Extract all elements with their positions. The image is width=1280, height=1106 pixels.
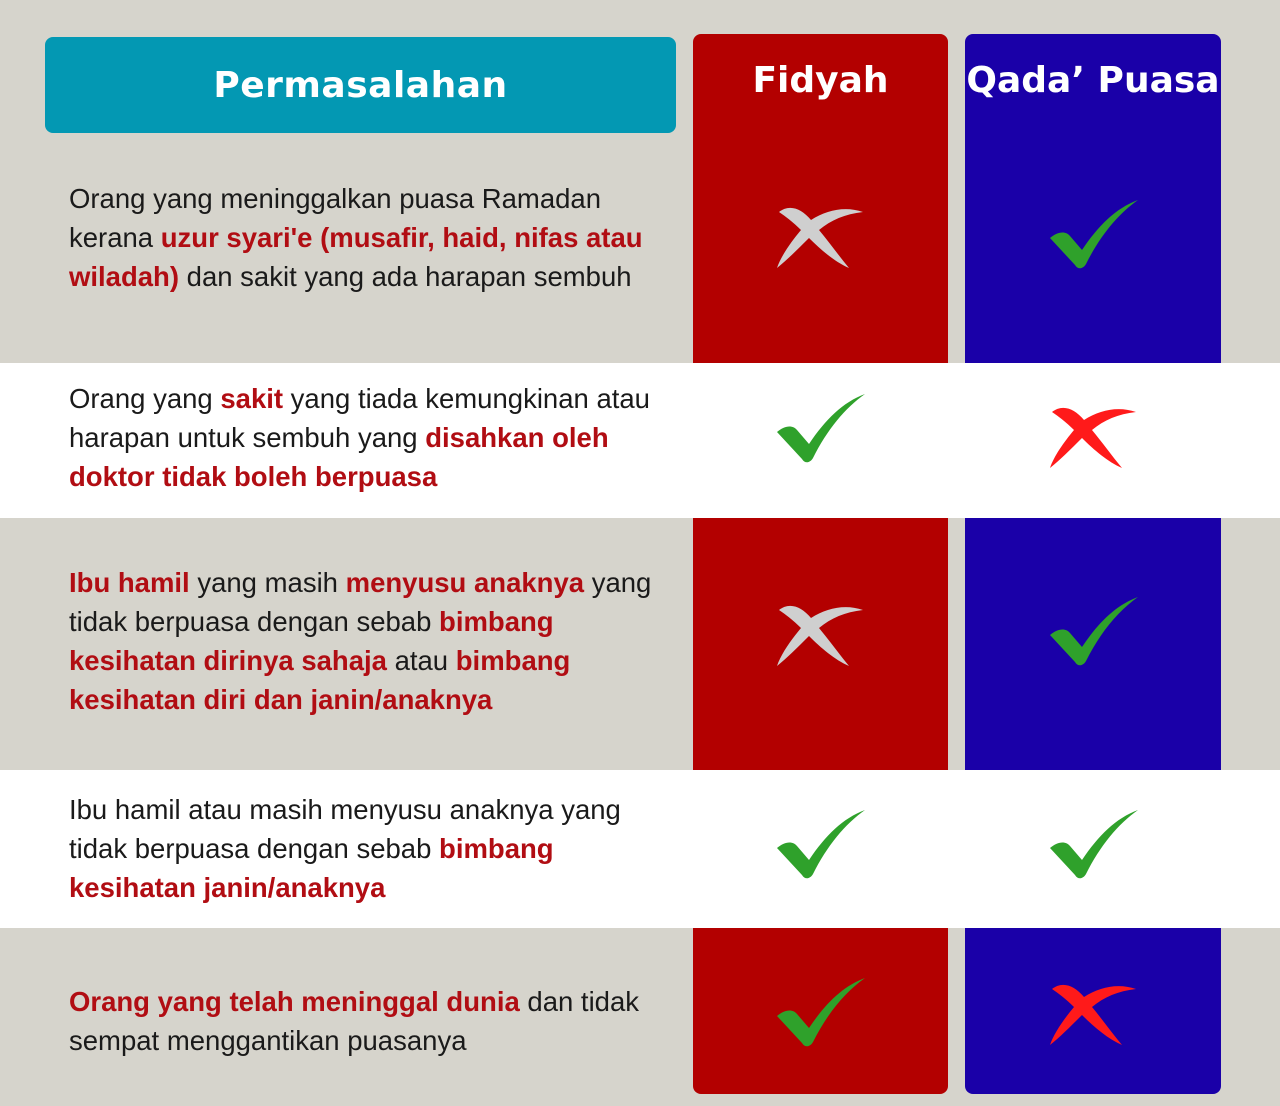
row-5-qada-mark <box>1048 975 1138 1047</box>
highlight-text: sakit <box>220 383 284 414</box>
check-icon <box>1048 198 1140 270</box>
row-4-fidyah-mark <box>775 808 867 880</box>
row-1-text <box>69 179 669 296</box>
body-text: Orang yang <box>69 383 221 414</box>
highlight-text: disahkan oleh doktor tidak boleh berpuasa <box>69 422 609 492</box>
body-text: atau <box>386 645 456 676</box>
row-1-qada-mark <box>1048 198 1140 270</box>
cross-icon <box>1048 975 1138 1047</box>
body-text: yang tidak berpuasa dengan sebab <box>69 567 652 637</box>
check-icon <box>775 392 867 464</box>
row-1-fidyah-mark <box>775 198 865 270</box>
row-3-text <box>69 563 664 719</box>
check-icon <box>1048 808 1140 880</box>
highlight-text: Orang yang telah meninggal dunia <box>69 986 520 1017</box>
check-icon <box>1048 595 1140 667</box>
check-icon <box>775 808 867 880</box>
row-4-text <box>69 790 669 907</box>
header-fidyah: Fidyah <box>752 59 889 101</box>
check-icon <box>775 976 867 1048</box>
body-text: dan sakit yang ada harapan sembuh <box>179 261 632 292</box>
cross-icon <box>775 596 865 668</box>
highlight-text: bimbang kesihatan dirinya sahaja <box>69 606 554 676</box>
header-qada-puasa: Qada’ Puasa <box>966 59 1220 101</box>
body-text: Ibu hamil atau masih menyusu anaknya yang tidak berpuasa dengan sebab <box>69 794 621 864</box>
header-permasalahan: Permasalahan <box>45 37 676 133</box>
row-3-fidyah-mark <box>775 596 865 668</box>
body-text: yang tiada kemungkinan atau harapan untuk sembuh yang <box>69 383 650 453</box>
highlight-text: menyusu anaknya <box>345 567 585 598</box>
body-text: dan tidak sempat menggantikan puasanya <box>69 986 640 1056</box>
highlight-text: bimbang kesihatan janin/anaknya <box>69 833 554 903</box>
row-2-qada-mark <box>1048 398 1138 470</box>
highlight-text: uzur syari'e (musafir, haid, nifas atau wiladah) <box>69 222 643 292</box>
row-5-text <box>69 982 669 1060</box>
row-3-qada-mark <box>1048 595 1140 667</box>
cross-icon <box>1048 398 1138 470</box>
row-4-qada-mark <box>1048 808 1140 880</box>
row-2-fidyah-mark <box>775 392 867 464</box>
highlight-text: bimbang kesihatan diri dan janin/anaknya <box>69 645 571 715</box>
highlight-text: Ibu hamil <box>69 567 190 598</box>
row-2-text <box>69 379 669 496</box>
body-text: Orang yang meninggalkan puasa Ramadan kerana <box>69 183 602 253</box>
row-5-fidyah-mark <box>775 976 867 1048</box>
body-text: yang masih <box>189 567 346 598</box>
cross-icon <box>775 198 865 270</box>
